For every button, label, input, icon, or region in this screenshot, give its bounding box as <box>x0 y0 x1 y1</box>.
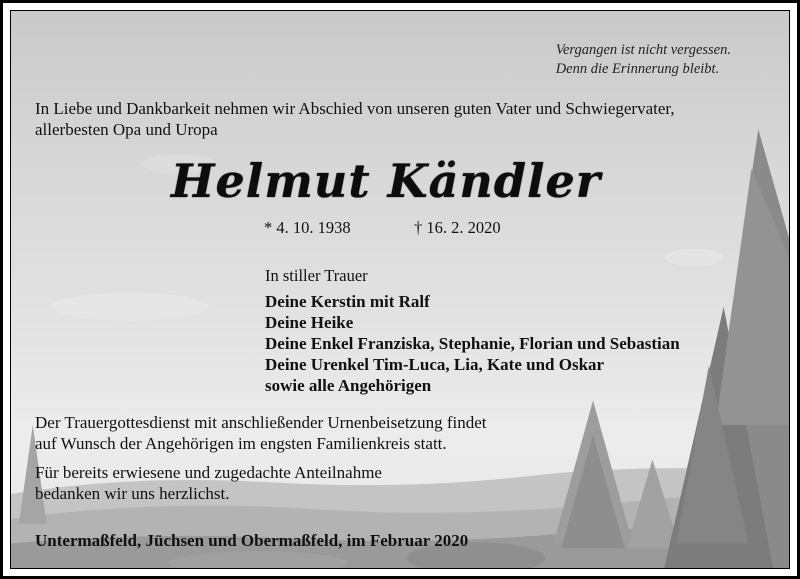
thanks-line-2: bedanken wir uns herzlichst. <box>35 484 230 503</box>
obituary-frame <box>10 10 790 569</box>
thanks-notice <box>35 462 595 504</box>
motto-line-2: Denn die Erinnerung bleibt. <box>555 61 720 77</box>
deceased-name: Helmut Kändler <box>171 154 601 208</box>
service-line-2: auf Wunsch der Angehörigen im engsten Familienkreis statt. <box>35 434 447 453</box>
intro-text <box>35 98 790 140</box>
mourner-line: Deine Kerstin mit Ralf <box>265 292 430 311</box>
service-line-1: Der Trauergottesdienst mit anschließender Urnenbeisetzung findet <box>35 413 487 432</box>
life-dates <box>264 218 564 242</box>
mourning-heading: In stiller Trauer <box>265 266 368 285</box>
mourner-line: Deine Heike <box>265 313 354 332</box>
death-date: † 16. 2. 2020 <box>414 218 501 237</box>
thanks-line-1: Für bereits erwiesene und zugedachte Anteilnahme <box>35 463 382 482</box>
intro-line-1: In Liebe und Dankbarkeit nehmen wir Abschied von unseren guten Vater und Schwiegervater, <box>35 99 675 118</box>
mourner-line: Deine Urenkel Tim-Luca, Lia, Kate und Oskar <box>265 355 605 374</box>
motto-quote <box>556 41 731 79</box>
birth-date: * 4. 10. 1938 <box>264 218 351 237</box>
place-and-date: Untermaßfeld, Jüchsen und Obermaßfeld, im Februar 2020 <box>35 531 469 550</box>
service-notice <box>35 412 595 454</box>
mourner-line: sowie alle Angehörigen <box>265 376 432 395</box>
intro-line-2: allerbesten Opa und Uropa <box>35 120 218 139</box>
motto-line-1: Vergangen ist nicht vergessen. <box>555 42 731 58</box>
mourners-list <box>265 291 680 396</box>
mourner-line: Deine Enkel Franziska, Stephanie, Florian und Sebastian <box>265 334 680 353</box>
